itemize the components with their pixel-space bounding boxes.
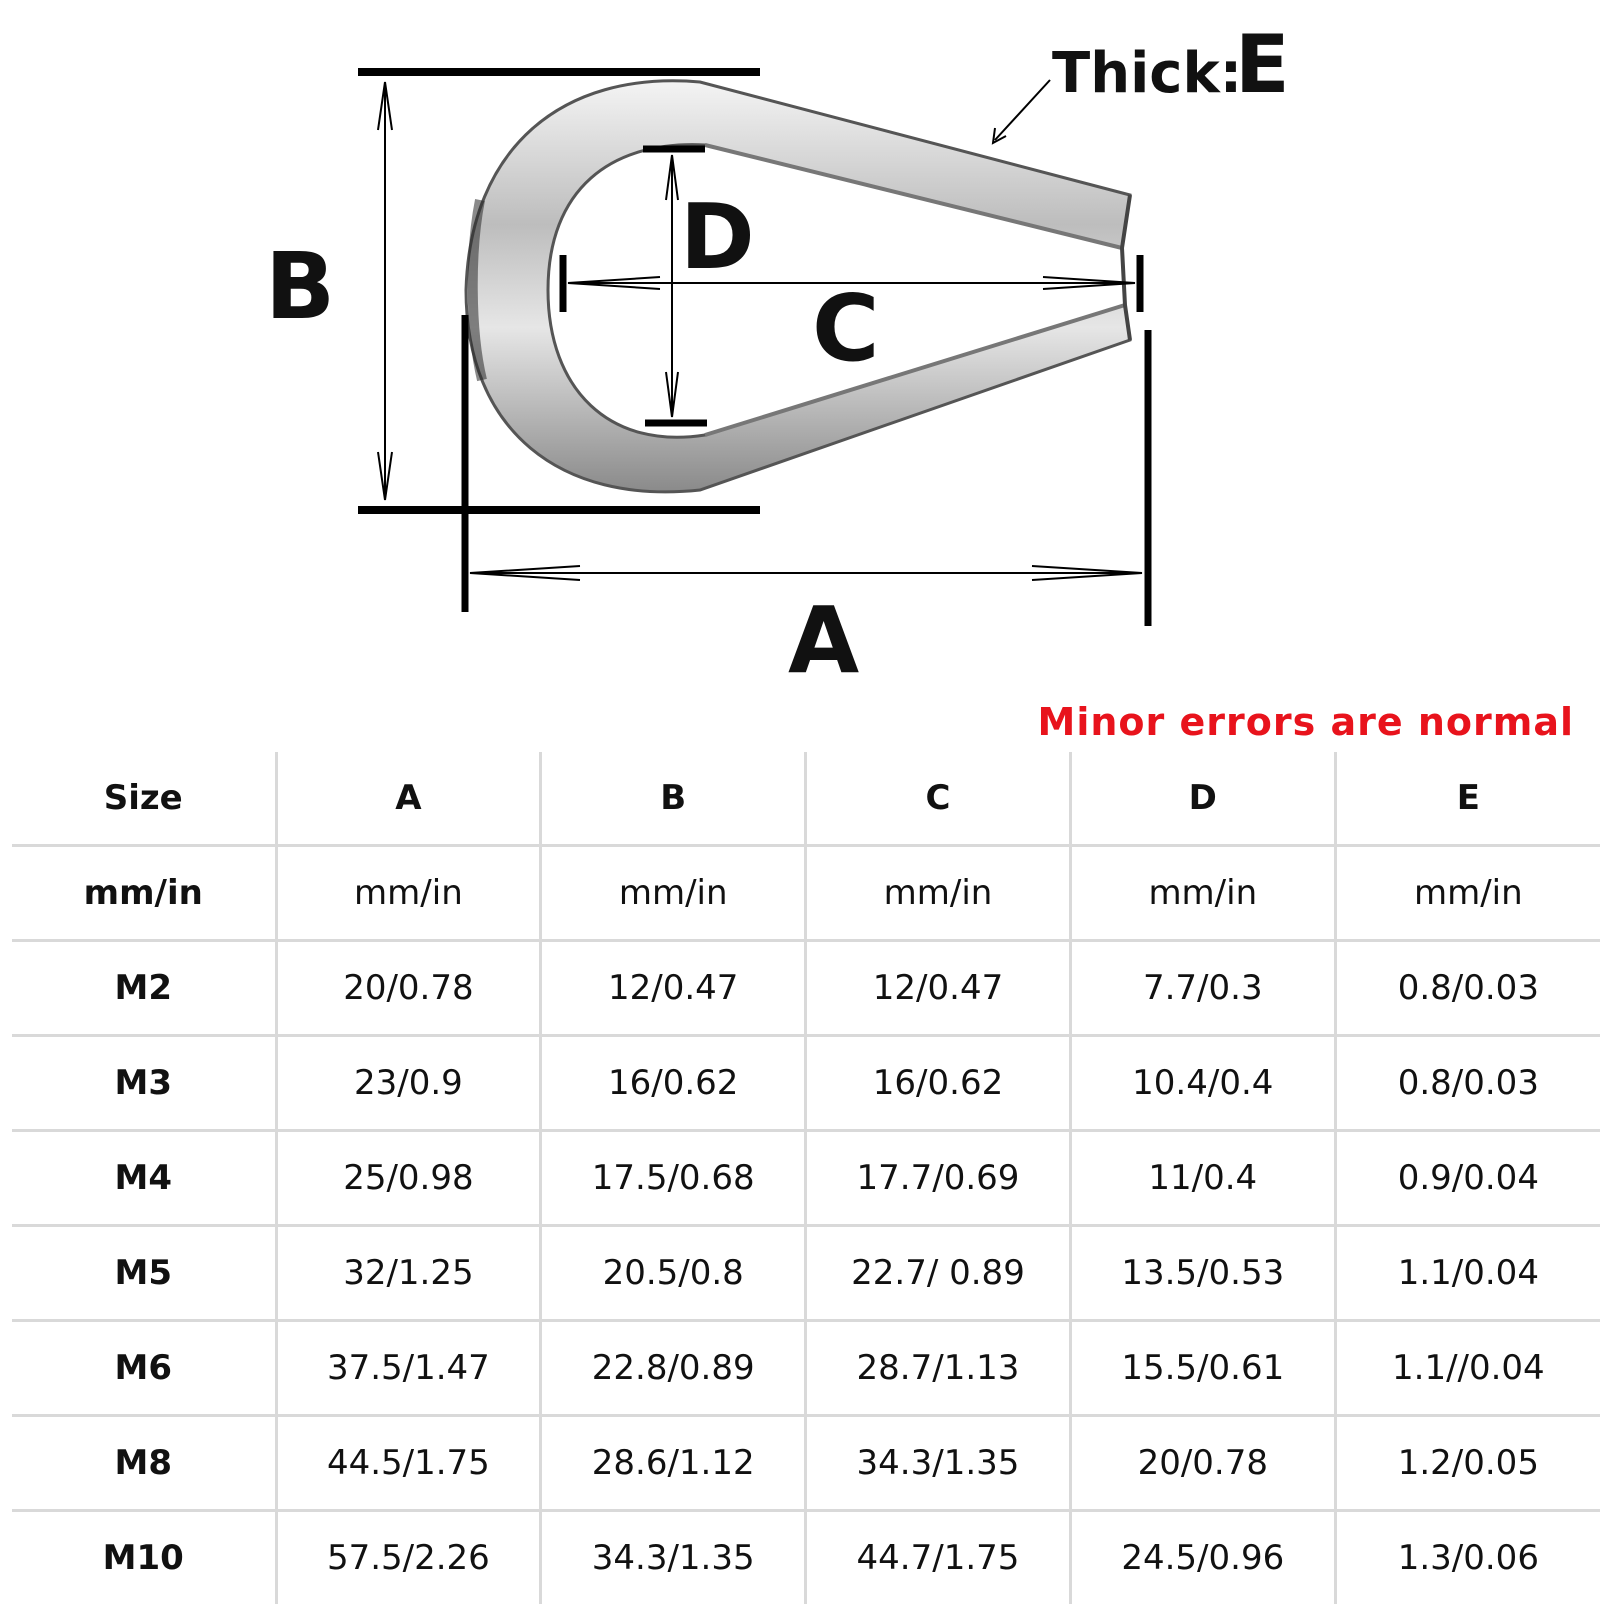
table-row xyxy=(12,1416,1600,1511)
thickness-callout xyxy=(993,80,1050,143)
table-row xyxy=(12,1131,1600,1226)
units-cell: mm/in xyxy=(1070,846,1335,941)
cell-a: 23/0.9 xyxy=(276,1036,541,1131)
label-thick-e: E xyxy=(1235,18,1290,111)
cell-c: 44.7/1.75 xyxy=(806,1511,1071,1604)
cell-c: 12/0.47 xyxy=(806,941,1071,1036)
cell-b: 17.5/0.68 xyxy=(541,1131,806,1226)
size-spec-table xyxy=(12,752,1600,1604)
units-cell: mm/in xyxy=(541,846,806,941)
units-cell: mm/in xyxy=(276,846,541,941)
table-header-row xyxy=(12,752,1600,846)
cell-a: 57.5/2.26 xyxy=(276,1511,541,1604)
cell-c: 22.7/ 0.89 xyxy=(806,1226,1071,1321)
cell-e: 1.1/0.04 xyxy=(1335,1226,1600,1321)
cell-e: 0.8/0.03 xyxy=(1335,1036,1600,1131)
header-d: D xyxy=(1070,752,1335,846)
header-e: E xyxy=(1335,752,1600,846)
units-cell: mm/in xyxy=(806,846,1071,941)
cell-size: M10 xyxy=(12,1511,276,1604)
cell-b: 22.8/0.89 xyxy=(541,1321,806,1416)
cell-b: 28.6/1.12 xyxy=(541,1416,806,1511)
header-size: Size xyxy=(12,752,276,846)
cell-d: 7.7/0.3 xyxy=(1070,941,1335,1036)
cell-a: 20/0.78 xyxy=(276,941,541,1036)
cell-size: M5 xyxy=(12,1226,276,1321)
cell-e: 1.2/0.05 xyxy=(1335,1416,1600,1511)
cell-d: 10.4/0.4 xyxy=(1070,1036,1335,1131)
table-row xyxy=(12,1511,1600,1604)
cell-e: 0.9/0.04 xyxy=(1335,1131,1600,1226)
cell-size: M8 xyxy=(12,1416,276,1511)
header-b: B xyxy=(541,752,806,846)
table-row xyxy=(12,1321,1600,1416)
header-c: C xyxy=(806,752,1071,846)
table-body xyxy=(12,846,1600,1604)
units-row xyxy=(12,846,1600,941)
label-thick: Thick: xyxy=(1052,41,1242,106)
cell-d: 24.5/0.96 xyxy=(1070,1511,1335,1604)
cell-d: 11/0.4 xyxy=(1070,1131,1335,1226)
cell-size: M2 xyxy=(12,941,276,1036)
cell-c: 34.3/1.35 xyxy=(806,1416,1071,1511)
cell-e: 1.1//0.04 xyxy=(1335,1321,1600,1416)
thimble-dimension-diagram xyxy=(0,0,1600,700)
table-row xyxy=(12,941,1600,1036)
label-c: C xyxy=(812,275,880,382)
header-a: A xyxy=(276,752,541,846)
cell-a: 44.5/1.75 xyxy=(276,1416,541,1511)
label-d: D xyxy=(680,185,755,290)
cell-b: 12/0.47 xyxy=(541,941,806,1036)
table-row xyxy=(12,1226,1600,1321)
cell-a: 25/0.98 xyxy=(276,1131,541,1226)
cell-size: M3 xyxy=(12,1036,276,1131)
cell-e: 0.8/0.03 xyxy=(1335,941,1600,1036)
cell-b: 16/0.62 xyxy=(541,1036,806,1131)
cell-d: 20/0.78 xyxy=(1070,1416,1335,1511)
cell-a: 37.5/1.47 xyxy=(276,1321,541,1416)
cell-e: 1.3/0.06 xyxy=(1335,1511,1600,1604)
cell-size: M6 xyxy=(12,1321,276,1416)
cell-c: 16/0.62 xyxy=(806,1036,1071,1131)
table-row xyxy=(12,1036,1600,1131)
cell-b: 34.3/1.35 xyxy=(541,1511,806,1604)
label-a: A xyxy=(788,587,859,694)
label-b: B xyxy=(265,233,335,340)
cell-b: 20.5/0.8 xyxy=(541,1226,806,1321)
units-cell: mm/in xyxy=(1335,846,1600,941)
cell-d: 13.5/0.53 xyxy=(1070,1226,1335,1321)
units-cell: mm/in xyxy=(12,846,276,941)
cell-d: 15.5/0.61 xyxy=(1070,1321,1335,1416)
cell-c: 17.7/0.69 xyxy=(806,1131,1071,1226)
cell-c: 28.7/1.13 xyxy=(806,1321,1071,1416)
cell-size: M4 xyxy=(12,1131,276,1226)
cell-a: 32/1.25 xyxy=(276,1226,541,1321)
tolerance-note: Minor errors are normal xyxy=(1038,700,1574,744)
